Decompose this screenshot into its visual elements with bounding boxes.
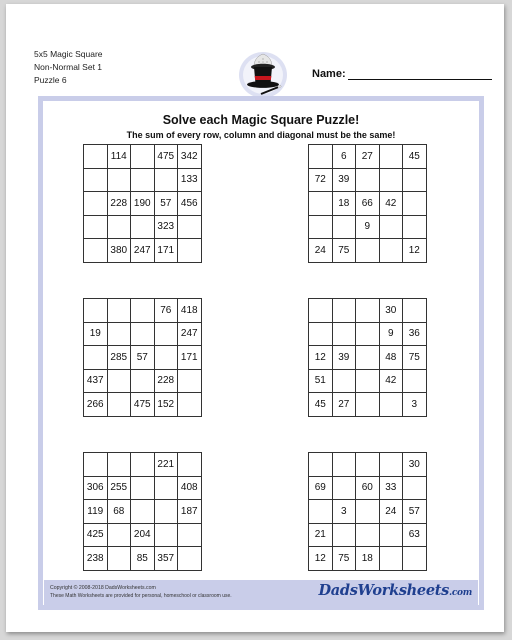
square-cell[interactable] [380, 453, 404, 477]
square-cell: 45 [403, 145, 427, 169]
square-cell: 475 [131, 393, 155, 417]
magic-square-6 [308, 452, 427, 571]
square-cell[interactable] [356, 524, 380, 548]
square-cell[interactable] [309, 216, 333, 240]
square-cell: 255 [108, 477, 132, 501]
square-cell: 475 [155, 145, 179, 169]
page-title: Solve each Magic Square Puzzle! [162, 113, 360, 127]
square-cell: 69 [309, 477, 333, 501]
square-cell[interactable] [84, 299, 108, 323]
square-cell[interactable] [356, 500, 380, 524]
square-cell[interactable] [356, 453, 380, 477]
square-cell: 221 [155, 453, 179, 477]
square-cell[interactable] [131, 169, 155, 193]
square-cell: 238 [84, 547, 108, 571]
square-cell: 12 [403, 239, 427, 263]
worksheet-page [6, 4, 504, 632]
square-cell[interactable] [403, 477, 427, 501]
square-cell[interactable] [108, 547, 132, 571]
footer [44, 580, 478, 606]
square-cell: 204 [131, 524, 155, 548]
magic-square-5 [83, 452, 202, 571]
square-cell[interactable] [155, 477, 179, 501]
square-cell[interactable] [356, 370, 380, 394]
square-cell[interactable] [403, 192, 427, 216]
square-cell[interactable] [333, 453, 357, 477]
square-cell[interactable] [155, 323, 179, 347]
square-cell: 66 [356, 192, 380, 216]
square-cell[interactable] [131, 323, 155, 347]
square-cell: 24 [380, 500, 404, 524]
square-cell: 3 [333, 500, 357, 524]
square-cell[interactable] [333, 477, 357, 501]
square-cell: 75 [333, 239, 357, 263]
square-cell: 9 [356, 216, 380, 240]
square-cell: 3 [403, 393, 427, 417]
magic-square-1 [83, 144, 202, 263]
square-cell[interactable] [108, 393, 132, 417]
square-cell[interactable] [155, 500, 179, 524]
square-cell[interactable] [356, 299, 380, 323]
square-cell: 27 [333, 393, 357, 417]
square-cell: 45 [309, 393, 333, 417]
square-cell[interactable] [155, 169, 179, 193]
square-cell: 75 [333, 547, 357, 571]
square-cell[interactable] [309, 192, 333, 216]
square-cell[interactable] [380, 145, 404, 169]
square-cell[interactable] [178, 453, 202, 477]
square-cell: 306 [84, 477, 108, 501]
square-cell: 72 [309, 169, 333, 193]
square-cell: 408 [178, 477, 202, 501]
magic-square-4 [308, 298, 427, 417]
square-cell[interactable] [178, 547, 202, 571]
square-cell: 30 [380, 299, 404, 323]
square-cell[interactable] [309, 323, 333, 347]
square-cell[interactable] [84, 169, 108, 193]
square-cell[interactable] [178, 216, 202, 240]
worksheet-puzzle-number: Puzzle 6 [34, 75, 67, 85]
square-cell: 48 [380, 346, 404, 370]
square-cell: 437 [84, 370, 108, 394]
worksheet-info [34, 48, 103, 87]
square-cell: 76 [155, 299, 179, 323]
square-cell[interactable] [356, 169, 380, 193]
square-cell[interactable] [356, 346, 380, 370]
square-cell[interactable] [403, 216, 427, 240]
square-cell[interactable] [131, 500, 155, 524]
square-cell: 171 [155, 239, 179, 263]
logo-main: DadsWorksheets [318, 582, 450, 599]
square-cell[interactable] [84, 346, 108, 370]
square-cell: 456 [178, 192, 202, 216]
square-cell: 228 [108, 192, 132, 216]
square-cell: 42 [380, 370, 404, 394]
square-cell[interactable] [178, 524, 202, 548]
square-cell: 380 [108, 239, 132, 263]
square-cell: 190 [131, 192, 155, 216]
square-cell: 171 [178, 346, 202, 370]
square-cell[interactable] [356, 239, 380, 263]
square-cell[interactable] [131, 145, 155, 169]
square-cell: 9 [380, 323, 404, 347]
square-cell[interactable] [84, 453, 108, 477]
square-cell: 18 [356, 547, 380, 571]
square-cell: 75 [403, 346, 427, 370]
square-cell[interactable] [84, 192, 108, 216]
square-cell: 85 [131, 547, 155, 571]
square-cell[interactable] [108, 370, 132, 394]
square-cell[interactable] [131, 370, 155, 394]
square-cell: 42 [380, 192, 404, 216]
square-cell[interactable] [380, 524, 404, 548]
square-cell[interactable] [84, 145, 108, 169]
name-line[interactable] [348, 69, 492, 80]
square-cell: 247 [131, 239, 155, 263]
name-field[interactable] [312, 68, 492, 80]
square-cell: 39 [333, 346, 357, 370]
magic-square-3 [83, 298, 202, 417]
square-cell[interactable] [333, 370, 357, 394]
logo-suffix: .com [449, 588, 472, 598]
square-cell[interactable] [131, 216, 155, 240]
square-cell: 30 [403, 453, 427, 477]
square-cell[interactable] [356, 323, 380, 347]
square-cell[interactable] [333, 299, 357, 323]
name-label: Name: [312, 68, 346, 80]
square-cell: 68 [108, 500, 132, 524]
square-cell[interactable] [380, 239, 404, 263]
square-cell: 323 [155, 216, 179, 240]
square-cell[interactable] [178, 370, 202, 394]
copyright-text: Copyright © 2008-2018 DadsWorksheets.com [50, 585, 156, 591]
square-cell[interactable] [108, 169, 132, 193]
square-cell[interactable] [380, 393, 404, 417]
square-cell: 133 [178, 169, 202, 193]
square-cell[interactable] [108, 323, 132, 347]
square-cell: 12 [309, 346, 333, 370]
square-cell[interactable] [309, 299, 333, 323]
square-cell[interactable] [403, 370, 427, 394]
square-cell: 18 [333, 192, 357, 216]
square-cell[interactable] [131, 477, 155, 501]
site-logo [318, 582, 472, 599]
square-cell: 342 [178, 145, 202, 169]
square-cell: 187 [178, 500, 202, 524]
page-subtitle: The sum of every row, column and diagonal must be the same! [126, 130, 396, 140]
square-cell[interactable] [333, 524, 357, 548]
square-cell: 63 [403, 524, 427, 548]
square-cell: 357 [155, 547, 179, 571]
square-cell[interactable] [178, 393, 202, 417]
square-cell[interactable] [333, 216, 357, 240]
square-cell: 228 [155, 370, 179, 394]
square-cell: 12 [309, 547, 333, 571]
square-cell[interactable] [403, 169, 427, 193]
square-cell[interactable] [356, 393, 380, 417]
square-cell[interactable] [309, 453, 333, 477]
usage-notice: These Math Worksheets are provided for personal, homeschool or classroom use. [50, 593, 232, 599]
square-cell[interactable] [108, 453, 132, 477]
square-cell[interactable] [108, 524, 132, 548]
worksheet-set: Non-Normal Set 1 [34, 62, 103, 72]
square-cell: 19 [84, 323, 108, 347]
square-cell: 119 [84, 500, 108, 524]
square-cell[interactable] [403, 547, 427, 571]
square-cell[interactable] [155, 524, 179, 548]
square-cell[interactable] [380, 216, 404, 240]
square-cell[interactable] [155, 346, 179, 370]
square-cell[interactable] [333, 323, 357, 347]
square-cell: 247 [178, 323, 202, 347]
square-cell[interactable] [403, 299, 427, 323]
square-cell: 418 [178, 299, 202, 323]
square-cell: 51 [309, 370, 333, 394]
square-cell: 39 [333, 169, 357, 193]
square-cell[interactable] [380, 547, 404, 571]
square-cell[interactable] [309, 145, 333, 169]
worksheet-type: 5x5 Magic Square [34, 49, 103, 59]
square-cell[interactable] [309, 500, 333, 524]
square-cell: 36 [403, 323, 427, 347]
square-cell[interactable] [131, 299, 155, 323]
square-cell[interactable] [380, 169, 404, 193]
square-cell[interactable] [178, 239, 202, 263]
square-cell: 152 [155, 393, 179, 417]
square-cell[interactable] [84, 239, 108, 263]
square-cell: 57 [403, 500, 427, 524]
square-cell: 6 [333, 145, 357, 169]
square-cell: 425 [84, 524, 108, 548]
square-cell: 60 [356, 477, 380, 501]
square-cell[interactable] [108, 216, 132, 240]
square-cell: 285 [108, 346, 132, 370]
square-cell: 57 [155, 192, 179, 216]
square-cell: 27 [356, 145, 380, 169]
square-cell: 24 [309, 239, 333, 263]
square-cell: 114 [108, 145, 132, 169]
square-cell: 33 [380, 477, 404, 501]
square-cell: 266 [84, 393, 108, 417]
square-cell: 21 [309, 524, 333, 548]
square-cell[interactable] [131, 453, 155, 477]
square-cell[interactable] [84, 216, 108, 240]
square-cell: 57 [131, 346, 155, 370]
magic-square-2 [308, 144, 427, 263]
square-cell[interactable] [108, 299, 132, 323]
